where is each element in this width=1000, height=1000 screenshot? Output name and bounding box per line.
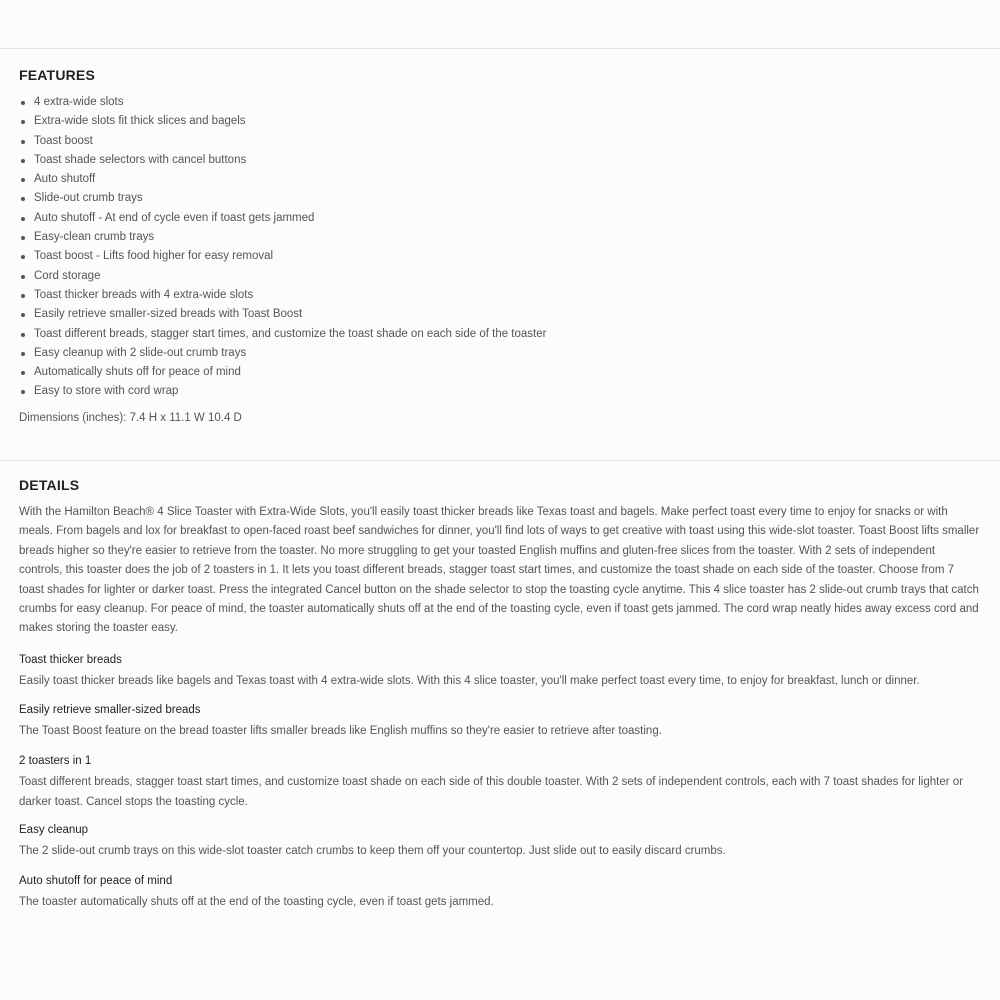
- subsection-heading: Easily retrieve smaller-sized breads: [19, 704, 201, 716]
- feature-item: Slide-out crumb trays: [19, 189, 546, 208]
- dimensions-text: Dimensions (inches): 7.4 H x 11.1 W 10.4 D: [19, 412, 242, 424]
- feature-item: Easily retrieve smaller-sized breads with Toast Boost: [19, 305, 546, 324]
- section-divider: [0, 460, 1000, 461]
- feature-item: Auto shutoff - At end of cycle even if toast gets jammed: [19, 209, 546, 228]
- detail-subsection: [19, 753, 981, 812]
- feature-item: Easy to store with cord wrap: [19, 382, 546, 401]
- details-paragraph: With the Hamilton Beach® 4 Slice Toaster with Extra-Wide Slots, you'll easily toast thicker breads like Texas toast and bagels. Make perfect toast every time to enjoy for snacks or with meals. From bagels and lox for breakfast to open-faced roast beef sandwiches for dinner, you'll find lots of ways to get creative with toast using this wide-slot toaster. Toast Boost lifts smaller breads higher so they're easier to retrieve from the toaster. No more struggling to get your toasted English muffins and gluten-free slices from the toaster. With 2 sets of independent controls, this toaster does the job of 2 toasters in 1. It lets you toast different breads, stagger toast start times, and customize the toast shade on each side of the toaster. Choose from 7 toast shades for lighter or darker toast. Press the integrated Cancel button on the shade selector to stop the toasting cycle anytime. This 4 slice toaster has 2 slide-out crumb trays that catch crumbs for easy cleanup. For peace of mind, the toaster automatically shuts off at the end of the toasting cycle, even if toast gets jammed. The cord wrap neatly hides away excess cord and makes storing the toaster easy.: [19, 506, 980, 635]
- features-list: [19, 93, 546, 402]
- detail-subsection: [19, 702, 981, 741]
- feature-item: Toast shade selectors with cancel buttons: [19, 151, 546, 170]
- subsection-text: Easily toast thicker breads like bagels and Texas toast with 4 extra-wide slots. With this 4 slice toaster, you'll make perfect toast every time, to enjoy for breakfast, lunch or dinner.: [19, 675, 920, 687]
- subsection-text: Toast different breads, stagger toast start times, and customize toast shade on each side of this double toaster. With 2 sets of independent controls, each with 7 toast shades for lighter or darker toast. Cancel stops the toasting cycle.: [19, 776, 963, 808]
- top-divider: [0, 48, 1000, 49]
- subsection-text: The toaster automatically shuts off at the end of the toasting cycle, even if toast gets jammed.: [19, 896, 494, 908]
- detail-subsection: [19, 822, 981, 861]
- feature-item: Automatically shuts off for peace of mind: [19, 363, 546, 382]
- feature-item: Auto shutoff: [19, 170, 546, 189]
- subsection-heading: Toast thicker breads: [19, 654, 122, 666]
- feature-item: Extra-wide slots fit thick slices and bagels: [19, 112, 546, 131]
- detail-subsection: [19, 652, 981, 691]
- feature-item: Easy-clean crumb trays: [19, 228, 546, 247]
- feature-item: Cord storage: [19, 267, 546, 286]
- feature-item: Toast boost - Lifts food higher for easy removal: [19, 247, 546, 266]
- subsection-heading: Auto shutoff for peace of mind: [19, 875, 173, 887]
- feature-item: Toast thicker breads with 4 extra-wide slots: [19, 286, 546, 305]
- feature-item: Easy cleanup with 2 slide-out crumb trays: [19, 344, 546, 363]
- subsection-heading: Easy cleanup: [19, 824, 89, 836]
- feature-item: 4 extra-wide slots: [19, 93, 546, 112]
- feature-item: Toast boost: [19, 132, 546, 151]
- detail-subsection: [19, 873, 981, 912]
- details-heading: DETAILS: [19, 477, 80, 493]
- subsection-heading: 2 toasters in 1: [19, 755, 92, 767]
- features-heading: FEATURES: [19, 67, 96, 83]
- feature-item: Toast different breads, stagger start times, and customize the toast shade on each side of the toaster: [19, 325, 546, 344]
- subsection-text: The Toast Boost feature on the bread toaster lifts smaller breads like English muffins so they're easier to retrieve after toasting.: [19, 725, 662, 737]
- subsection-text: The 2 slide-out crumb trays on this wide-slot toaster catch crumbs to keep them off your countertop. Just slide out to easily discard crumbs.: [19, 845, 726, 857]
